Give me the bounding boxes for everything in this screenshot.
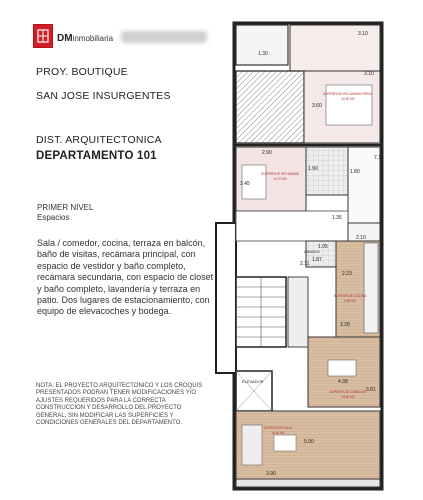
project-title: PROY. BOUTIQUE — [36, 66, 128, 78]
dim-label: 2.90 — [262, 150, 272, 156]
unit-title: DEPARTAMENTO 101 — [36, 150, 157, 162]
room-area: 22.50 M2 — [341, 97, 355, 101]
patio-hatched — [236, 71, 304, 143]
level-block — [37, 203, 93, 223]
balcony — [236, 479, 380, 487]
dim-label: 7.15 — [374, 155, 384, 161]
dim-label: 3.45 — [240, 181, 250, 187]
room-area: 14.60 M2 — [341, 395, 355, 399]
brand-main: DM — [57, 33, 73, 44]
level-name: PRIMER NIVEL — [37, 203, 94, 212]
section-title: DIST. ARQUITECTONICA — [36, 134, 162, 146]
brand-logo — [33, 24, 53, 48]
dim-label: 5.00 — [304, 439, 314, 445]
room-label: SUPERFICIE SALA — [263, 426, 293, 430]
dim-label: 3.90 — [266, 471, 276, 477]
spaces-label: Espacios — [37, 213, 70, 222]
top-bath — [236, 25, 288, 65]
floor-plan — [208, 15, 390, 495]
dining-table-icon — [328, 360, 356, 376]
room-area: 14.70 M2 — [273, 177, 287, 181]
left-notch-wall — [216, 223, 236, 373]
room-label: SUPERFICIE RECAMARA — [260, 172, 300, 176]
dim-label: 3.28 — [340, 322, 350, 328]
dim-label: 1.80 — [350, 169, 360, 175]
dim-label: 4.38 — [338, 379, 348, 385]
room-label: SUPERFICIE RECAMARA PRINC. — [323, 92, 373, 96]
dim-label: 2.23 — [342, 271, 352, 277]
room-area: 9.89 M2 — [344, 299, 356, 303]
redacted-bar — [121, 31, 207, 43]
dim-label: 3.60 — [312, 103, 322, 109]
project-location: SAN JOSE INSURGENTES — [36, 90, 171, 102]
room-label: SUPERFICIE COMEDOR — [329, 390, 367, 394]
dim-label: 1.30 — [258, 51, 268, 57]
elevator-label: ELEVADOR — [242, 379, 264, 384]
master-bed-icon — [326, 85, 372, 125]
brand-sub: inmobiliaria — [72, 34, 114, 43]
dim-label: 3.10 — [358, 31, 368, 37]
dim-label: 3.81 — [366, 387, 376, 393]
brand-name — [57, 33, 113, 44]
dim-label: 3.10 — [364, 71, 374, 77]
room-area: 16.60 M2 — [271, 431, 285, 435]
dim-label: 1.87 — [312, 257, 322, 263]
stairs — [236, 277, 286, 347]
building-logo-icon — [34, 25, 52, 47]
dim-label: 1.05 — [318, 244, 328, 250]
dim-label: 2.11 — [300, 261, 310, 267]
dim-label: 2.10 — [356, 235, 366, 241]
room-label: SUPERFICIE COCINA — [333, 294, 367, 298]
laundry-label: LAVADO — [304, 249, 320, 254]
spaces-description: Sala / comedor, cocina, terraza en balcón, baño de visitas, recámara principal, con espacio de vestidor y baño completo, recámara secundaria, con espacio de closet y baño completo, lavandería y terraza en patio. Dos lugares de estacionamiento, con equipo de elevacoches y bodega. — [37, 238, 214, 317]
dim-label: 1.90 — [308, 166, 318, 172]
dim-label: 1.35 — [332, 215, 342, 221]
sofa-icon — [242, 425, 262, 465]
legal-note: NOTA: EL PROYECTO ARQUITECTONICO Y LOS CROQUIS PRESENTADOS PODRAN TENER MODIFICACIONES Y/O AJUSTES REQUERIDOS PARA LA CORRECTA CONSTRUCCION Y DESARROLLO DEL PROYECTO GENERAL, SIN MODIFICAR LAS SUPERFICIES Y CONDICIONES GENERALES DEL DEPARTAMENTO. — [36, 383, 203, 427]
